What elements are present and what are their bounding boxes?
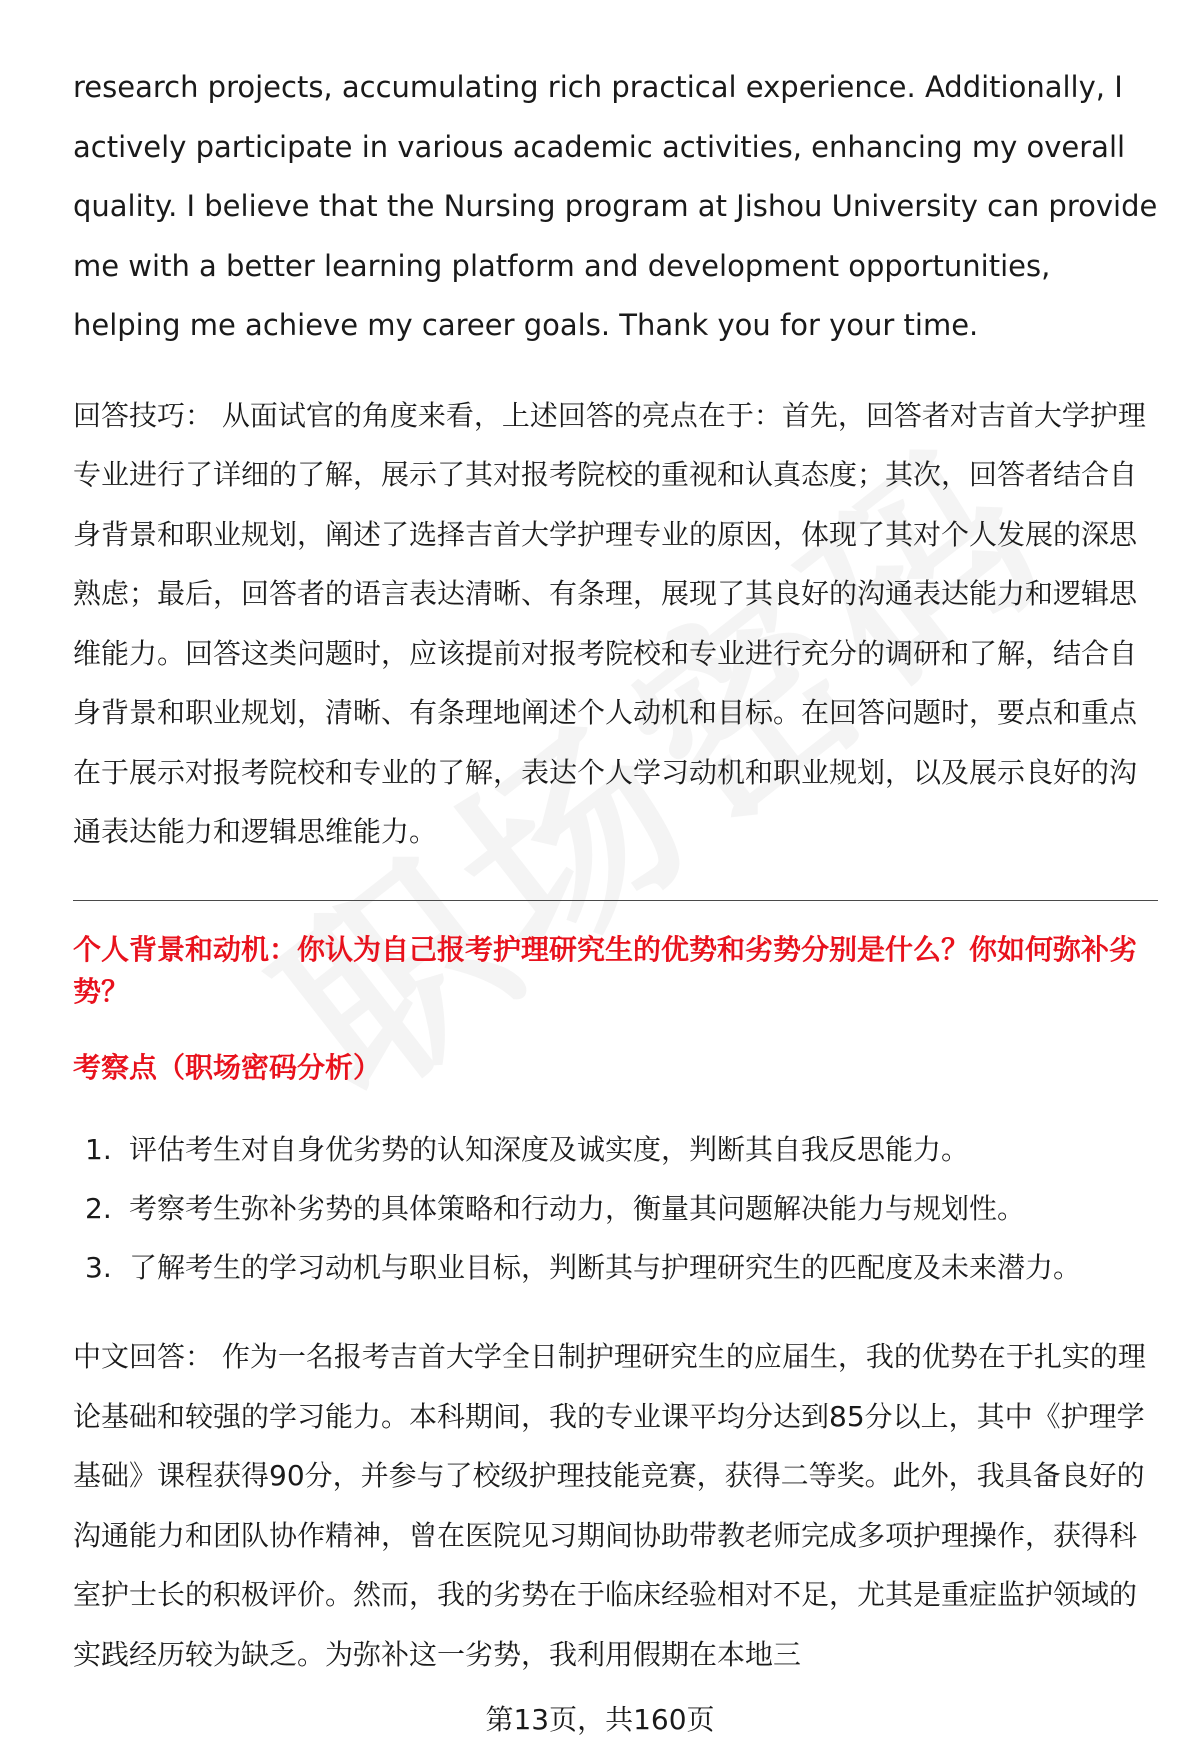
list-item <box>73 1179 1158 1238</box>
list-item-text: 考察考生弥补劣势的具体策略和行动力，衡量其问题解决能力与规划性。 <box>129 1192 1026 1225</box>
english-answer-paragraph: research projects, accumulating rich practical experience. Additionally, I actively participate in various academic activities, enhancing my overall quality. I believe that the Nursing program at Jishou University can provide me with a better learning platform and development opportunities, helping me achieve my career goals. Thank you for your time. <box>73 70 1158 342</box>
list-item-number: 2. <box>85 1192 112 1225</box>
section-divider <box>73 900 1158 901</box>
list-item <box>73 1120 1158 1179</box>
question-heading: 个人背景和动机：你认为自己报考护理研究生的优势和劣势分别是什么？你如何弥补劣势？ <box>73 933 1138 1008</box>
chinese-answer-paragraph: 中文回答： 作为一名报考吉首大学全日制护理研究生的应届生，我的优势在于扎实的理论基础和较强的学习能力。本科期间，我的专业课平均分达到85分以上，其中《护理学基础》课程获得90分，并参与了校级护理技能竞赛，获得二等奖。此外，我具备良好的沟通能力和团队协作精神，曾在医院见习期间协助带教老师完成多项护理操作，获得科室护士长的积极评价。然而，我的劣势在于临床经验相对不足，尤其是重症监护领域的实践经历较为缺乏。为弥补这一劣势，我利用假期在本地三 <box>73 1340 1146 1671</box>
list-item-text: 了解考生的学习动机与职业目标，判断其与护理研究生的匹配度及未来潜力。 <box>129 1251 1082 1284</box>
chinese-answer-section <box>73 1327 1158 1684</box>
list-item-number: 1. <box>85 1133 112 1166</box>
assessment-points-heading: 考察点（职场密码分析） <box>73 1051 382 1084</box>
page-number-footer: 第13页，共160页 <box>485 1703 715 1736</box>
assessment-points-list <box>73 1120 1158 1297</box>
list-item <box>73 1238 1158 1297</box>
upper-content <box>73 58 1158 862</box>
answer-tips-paragraph: 回答技巧： 从面试官的角度来看，上述回答的亮点在于：首先，回答者对吉首大学护理专业进行了详细的了解，展示了其对报考院校的重视和认真态度；其次，回答者结合自身背景和职业规划，阐述了选择吉首大学护理专业的原因，体现了其对个人发展的深思熟虑；最后，回答者的语言表达清晰、有条理，展现了其良好的沟通表达能力和逻辑思维能力。回答这类问题时，应该提前对报考院校和专业进行充分的调研和了解，结合自身背景和职业规划，清晰、有条理地阐述个人动机和目标。在回答问题时，要点和重点在于展示对报考院校和专业的了解，表达个人学习动机和职业规划，以及展示良好的沟通表达能力和逻辑思维能力。 <box>73 398 1146 848</box>
list-item-number: 3. <box>85 1251 112 1284</box>
list-item-text: 评估考生对自身优劣势的认知深度及诚实度，判断其自我反思能力。 <box>129 1133 970 1166</box>
